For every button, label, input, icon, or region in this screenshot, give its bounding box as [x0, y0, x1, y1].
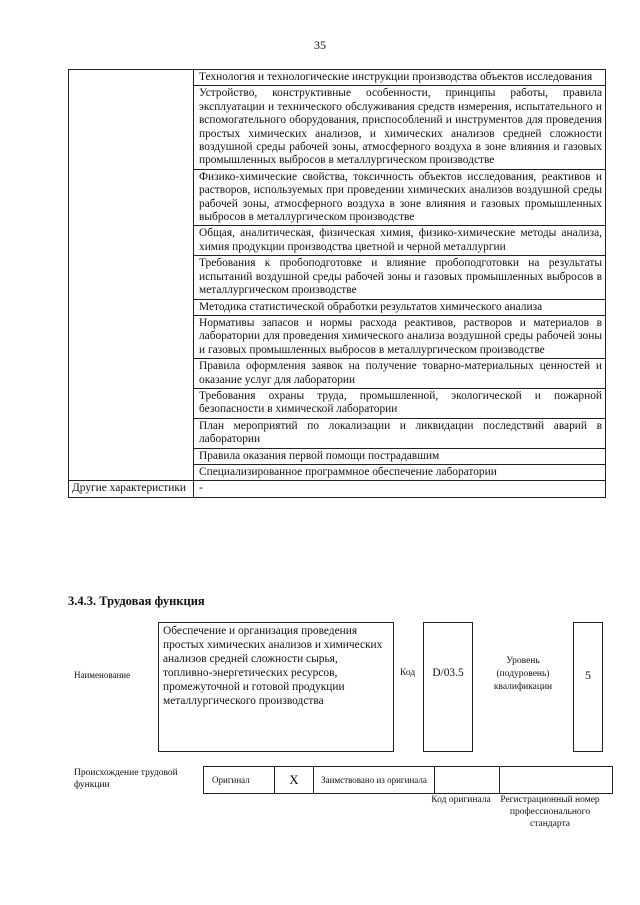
page-number: 35 [314, 38, 326, 52]
requirement-item: Физико-химические свойства, токсичность объектов исследования, реактивов и растворов, используемых при проведении химических анализов воздушной среды рабочей зоны, атмосферного воздуха в зоне влияния и газовых промышленных выбросов в металлургическом производстве [194, 169, 606, 226]
requirement-item: Общая, аналитическая, физическая химия, физико-химические методы анализа, химия продукции производства цветной и черной металлургии [194, 226, 606, 256]
table-left-cell [69, 226, 194, 256]
function-code-box: D/03.5 [423, 622, 473, 752]
name-label: Наименование [74, 670, 131, 680]
table-left-cell [69, 299, 194, 315]
table-left-cell [69, 169, 194, 226]
table-left-cell [69, 86, 194, 169]
function-name-box: Обеспечение и организация проведения простых химических анализов и химических анализов средней сложности сырья, топливно-энергетических ресурсов, промежуточной и готовой продукции металлургического производства [158, 622, 394, 752]
table-left-cell [69, 256, 194, 299]
original-mark: X [275, 767, 314, 794]
requirement-item: Требования к пробоподготовке и влияние пробоподготовки на результаты испытаний воздушной среды рабочей зоны и газовых промышленных выбросов в металлургическом производстве [194, 256, 606, 299]
qualification-level-box: 5 [573, 622, 603, 752]
requirement-item: Устройство, конструктивные особенности, принципы работы, правила эксплуатации и технического обслуживания средств измерения, испытательного и вспомогательного оборудования, приспособлений и инструментов для проведения простых химических анализов, и химических анализов средней сложности воздушной среды рабочей зоны, атмосферного воздуха в зоне влияния и газовых промышленных выбросов в металлургическом производстве [194, 86, 606, 169]
registration-number-cell [500, 767, 613, 794]
requirement-item: Правила оформления заявок на получение товарно-материальных ценностей и оказание услуг для лаборатории [194, 359, 606, 389]
requirement-item: Требования охраны труда, промышленной, экологической и пожарной безопасности в химической лаборатории [194, 388, 606, 418]
requirement-item: Нормативы запасов и нормы расхода реактивов, растворов и материалов в лаборатории для проведения химического анализа воздушной среды рабочей зоны и газовых промышленных выбросов в металлургическом производстве [194, 315, 606, 358]
other-characteristics-label: Другие характеристики [69, 481, 194, 497]
origin-table [203, 766, 613, 794]
borrowed-label: Заимствовано из оригинала [314, 767, 435, 794]
original-code-cell [435, 767, 500, 794]
requirement-item: Методика статистической обработки результатов химического анализа [194, 299, 606, 315]
table-left-cell [69, 464, 194, 480]
knowledge-requirements-table [68, 69, 606, 498]
qualification-level-label: Уровень (подуровень) квалификации [493, 656, 553, 692]
table-left-cell [69, 448, 194, 464]
table-left-cell [69, 418, 194, 448]
registration-number-caption: Регистрационный номер профессионального стандарта [500, 795, 600, 829]
table-left-cell [69, 359, 194, 389]
requirement-item: Технология и технологические инструкции производства объектов исследования [194, 70, 606, 86]
requirement-item: План мероприятий по локализации и ликвидации последствий аварий в лаборатории [194, 418, 606, 448]
table-left-cell [69, 70, 194, 86]
table-left-cell [69, 388, 194, 418]
section-title: 3.4.3. Трудовая функция [68, 594, 205, 608]
original-label: Оригинал [204, 767, 275, 794]
requirement-item: Правила оказания первой помощи пострадавшим [194, 448, 606, 464]
table-left-cell [69, 315, 194, 358]
code-label: Код [400, 668, 416, 678]
origin-label: Происхождение трудовой функции [74, 768, 178, 790]
other-characteristics-value: - [194, 481, 606, 497]
original-code-caption: Код оригинала [431, 795, 491, 805]
requirement-item: Специализированное программное обеспечение лаборатории [194, 464, 606, 480]
